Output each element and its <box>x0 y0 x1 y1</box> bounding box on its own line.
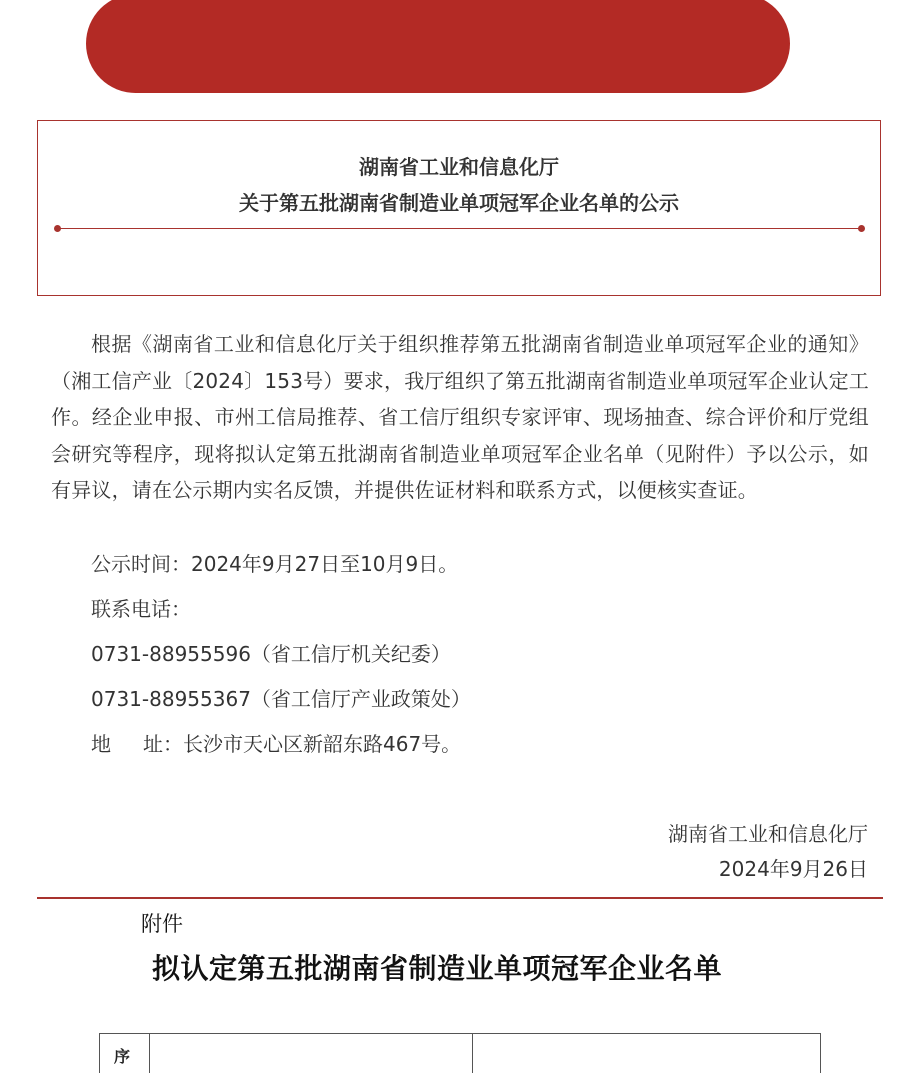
top-banner <box>86 0 790 93</box>
notice-title: 关于第五批湖南省制造业单项冠军企业名单的公示 <box>239 191 679 215</box>
address-label-a: 地 <box>91 732 111 756</box>
divider-dot-left <box>54 225 61 232</box>
contact-phone-1: 0731-88955596（省工信厅机关纪委） <box>91 642 451 666</box>
address-value: 长沙市天心区新韶东路467号。 <box>183 732 462 756</box>
contact-label: 联系电话： <box>91 597 191 621</box>
table-header-index: 序 <box>114 1047 131 1066</box>
title-box <box>37 120 881 296</box>
address-line <box>91 728 461 757</box>
signature-org: 湖南省工业和信息化厅 <box>668 822 868 846</box>
signature-date: 2024年9月26日 <box>718 857 868 881</box>
annex-label: 附件 <box>141 912 183 936</box>
table-column-separator <box>149 1034 150 1073</box>
annex-table <box>99 1033 821 1073</box>
divider-dot-right <box>858 225 865 232</box>
address-label-b: 址： <box>143 732 183 756</box>
title-divider <box>57 228 862 229</box>
section-divider <box>37 897 883 899</box>
table-column-separator <box>472 1034 473 1073</box>
publicity-period: 公示时间：2024年9月27日至10月9日。 <box>91 552 459 576</box>
issuer-title: 湖南省工业和信息化厅 <box>359 155 559 179</box>
annex-title: 拟认定第五批湖南省制造业单项冠军企业名单 <box>152 952 723 985</box>
notice-paragraph: 根据《湖南省工业和信息化厅关于组织推荐第五批湖南省制造业单项冠军企业的通知》（湘工信产业〔2024〕153号）要求，我厅组织了第五批湖南省制造业单项冠军企业认定工作。经企业申报、市州工信局推荐、省工信厅组织专家评审、现场抽查、综合评价和厅党组会研究等程序，现将拟认定第五批湖南省制造业单项冠军企业名单（见附件）予以公示，如有异议，请在公示期内实名反馈，并提供佐证材料和联系方式，以便核实查证。 <box>51 332 869 502</box>
contact-phone-2: 0731-88955367（省工信厅产业政策处） <box>91 687 471 711</box>
